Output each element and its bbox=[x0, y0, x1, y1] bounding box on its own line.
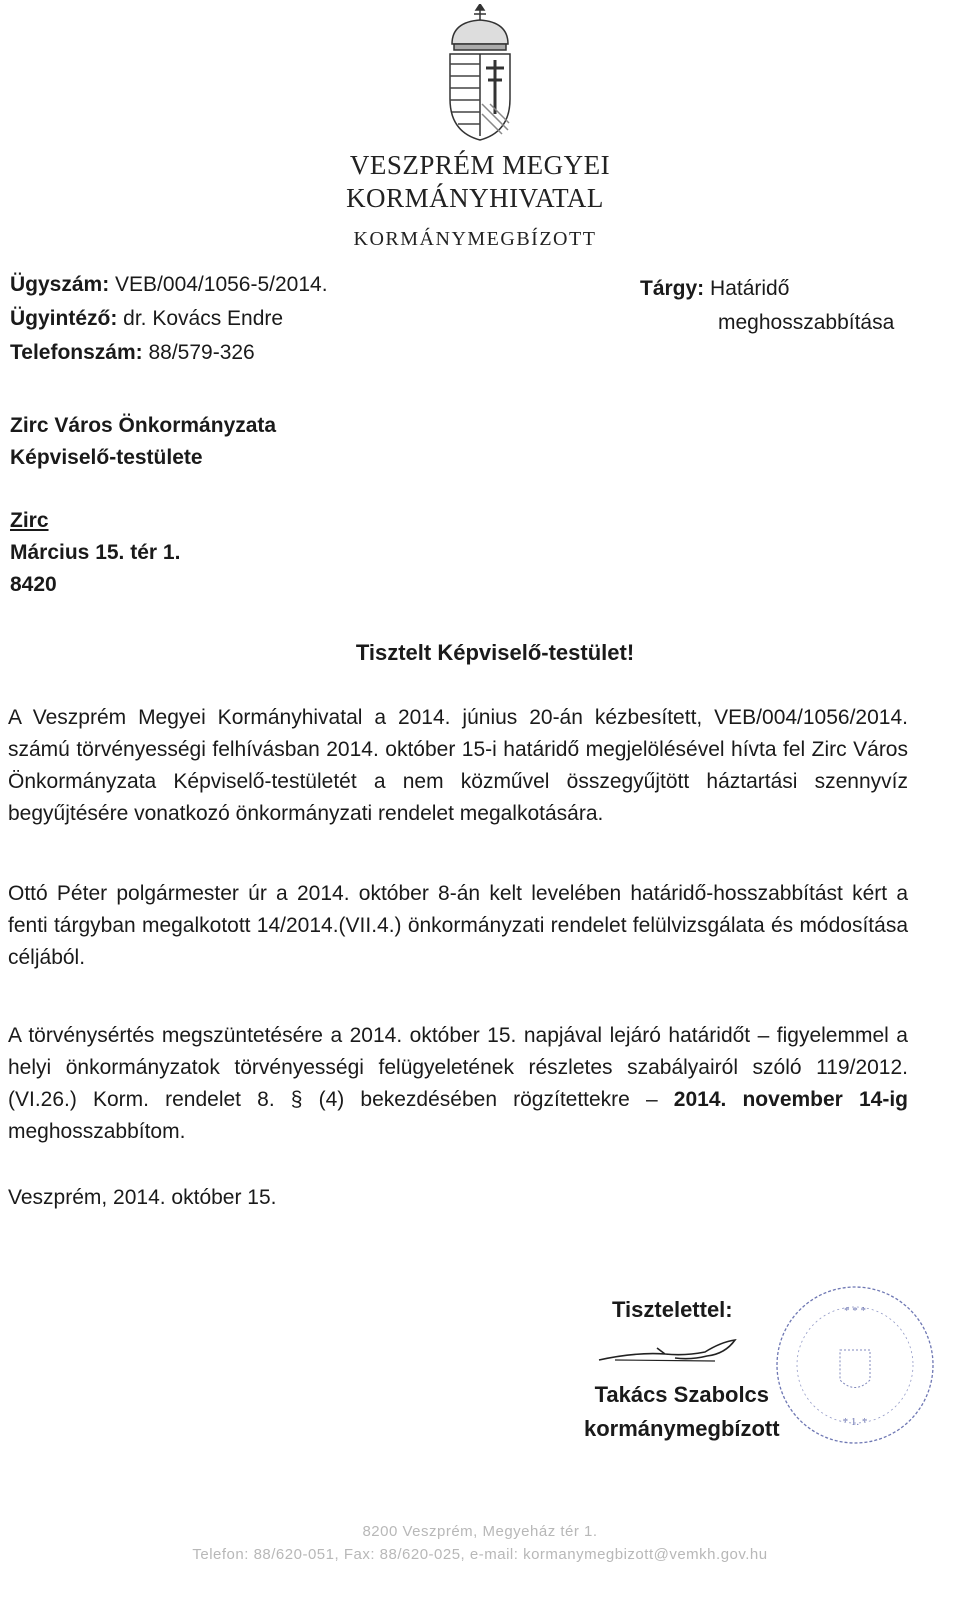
org-name-line1: VESZPRÉM MEGYEI bbox=[349, 150, 611, 180]
coat-of-arms-icon bbox=[430, 4, 530, 144]
closing-phrase: Tisztelettel: bbox=[612, 1297, 733, 1322]
org-name-line2: KORMÁNYHIVATAL bbox=[346, 183, 604, 213]
phone-line bbox=[10, 336, 328, 370]
subject-value-line1: Határidő bbox=[704, 277, 790, 300]
salutation: Tisztelt Képviselő-testület! bbox=[355, 640, 635, 665]
phone-label: Telefonszám: bbox=[10, 341, 143, 364]
subject-label: Tárgy: bbox=[640, 277, 705, 300]
date-line: Veszprém, 2014. október 15. bbox=[8, 1186, 277, 1209]
recipient-street: Március 15. tér 1. bbox=[10, 541, 181, 564]
org-role: KORMÁNYMEGBÍZOTT bbox=[353, 228, 597, 250]
footer-contact: Telefon: 88/620-051, Fax: 88/620-025, e-mail: kormanymegbizott@vemkh.gov.hu bbox=[192, 1546, 768, 1563]
officer-label: Ügyintéző: bbox=[10, 307, 118, 330]
body-paragraph-3 bbox=[8, 1020, 908, 1148]
body-paragraph-2: Ottó Péter polgármester úr a 2014. október 8-án kelt levelében határidő-hosszabbítást kért a fenti tárgyban megalkotott 14/2014.(VII.4.) önkormányzati rendelet felülvizsgálata és módosítása céljából. bbox=[8, 882, 908, 969]
recipient-city: Zirc bbox=[10, 509, 49, 532]
recipient-line1: Zirc Város Önkormányzata bbox=[10, 414, 277, 437]
paragraph3-end: meghosszabbítom. bbox=[8, 1120, 186, 1143]
official-stamp-icon bbox=[770, 1280, 940, 1450]
subject-block bbox=[640, 272, 894, 340]
officer-line bbox=[10, 302, 328, 336]
recipient-block bbox=[10, 410, 276, 474]
svg-text:* 1. *: * 1. * bbox=[842, 1416, 868, 1428]
svg-text:* * *: * * * bbox=[844, 1305, 866, 1317]
paragraph3-text: A törvénysértés megszüntetésére a 2014. október 15. napjával lejáró határidőt – figyelemmel a helyi önkormányzatok törvényességi felügyeletének részletes szabályairól szóló 119/2012. (VI.26.) Korm. rendelet 8. § (4) bekezdésében rögzítettekre – bbox=[8, 1024, 908, 1111]
footer-address: 8200 Veszprém, Megyeház tér 1. bbox=[362, 1523, 598, 1540]
handwritten-signature-icon bbox=[595, 1330, 745, 1370]
recipient-line2: Képviselő-testülete bbox=[10, 446, 203, 469]
reference-block bbox=[10, 268, 328, 370]
case-number-line bbox=[10, 268, 328, 302]
subject-value-line2: meghosszabbítása bbox=[718, 311, 895, 334]
case-number-label: Ügyszám: bbox=[10, 273, 110, 296]
phone-value: 88/579-326 bbox=[142, 341, 255, 364]
signatory-name: Takács Szabolcs bbox=[594, 1382, 770, 1407]
recipient-postcode: 8420 bbox=[10, 573, 57, 596]
signatory-block bbox=[584, 1378, 780, 1446]
body-paragraph-1: A Veszprém Megyei Kormányhivatal a 2014. június 20-án kézbesített, VEB/004/1056/2014. számú törvényességi felhívásban 2014. október 15-i határidő megjelölésével hívta fel Zirc Város Önkormányzata Képviselő-testületét a nem közművel összegyűjtött háztartási szennyvíz begyűjtésére vonatkozó önkormányzati rendelet megalkotására. bbox=[8, 706, 908, 825]
signatory-title: kormánymegbízott bbox=[584, 1416, 780, 1441]
officer-value: dr. Kovács Endre bbox=[117, 307, 284, 330]
recipient-address bbox=[10, 505, 180, 601]
deadline-date: 2014. november 14-ig bbox=[673, 1088, 908, 1111]
case-number-value: VEB/004/1056-5/2014. bbox=[109, 273, 328, 296]
